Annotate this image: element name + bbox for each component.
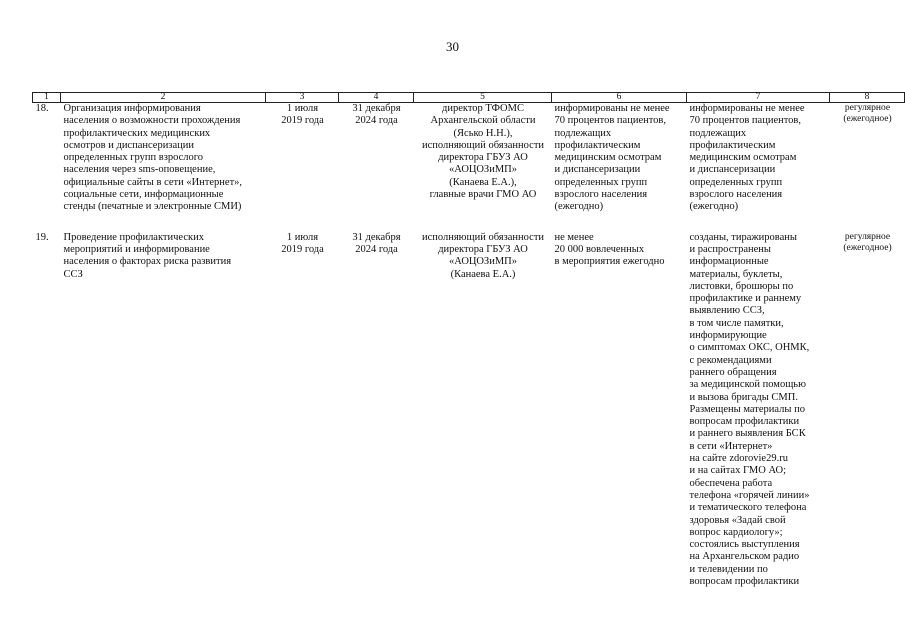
text-line: медицинским осмотрам (554, 152, 662, 164)
column-header-6: 6 (552, 93, 687, 103)
text-line: информирующие (689, 330, 767, 342)
text-line: стенды (печатные и электронные СМИ) (63, 201, 242, 213)
text-line: населения о возможности прохождения (63, 115, 241, 127)
text-line: раннего обращения (689, 366, 777, 378)
text-line: и тематического телефона (689, 502, 807, 514)
column-header-4: 4 (339, 93, 414, 103)
text-line: о симптомах ОКС, ОНМК, (689, 342, 810, 354)
text-line: Проведение профилактических (63, 231, 204, 243)
text-line: и вызова бригады СМП. (689, 391, 798, 403)
text-line: регулярное (844, 231, 891, 242)
text-line: исполняющий обязанности (421, 231, 545, 243)
table-row (33, 232, 905, 589)
text-line: подлежащих (554, 127, 612, 139)
start-date-cell (266, 232, 339, 589)
text-line: исполняющий обязанности (421, 139, 545, 151)
activity-cell (61, 103, 266, 232)
text-line: в том числе памятки, (689, 317, 784, 329)
text-line: мероприятий и информирование (63, 243, 210, 255)
text-line: профилактике и раннему (689, 293, 802, 305)
text-line: 1 июля (286, 231, 319, 243)
column-header-7: 7 (687, 93, 830, 103)
text-line: с рекомендациями (689, 354, 772, 366)
text-line: информированы не менее (554, 103, 670, 114)
text-line: определенных групп (554, 176, 648, 188)
text-line: официальные сайты в сети «Интернет», (63, 176, 243, 188)
text-line: осмотров и диспансеризации (63, 139, 194, 151)
text-line: ССЗ (63, 268, 83, 280)
text-line: состоялись выступления (689, 539, 800, 551)
text-line: профилактическим (689, 139, 776, 151)
text-line: 2024 года (355, 115, 398, 127)
column-number-header-row (33, 93, 905, 103)
result-cell (687, 103, 830, 232)
text-line: здоровья «Задай свой (689, 514, 786, 526)
text-line: на Архангельском радио (689, 551, 800, 563)
row-number: 18. (35, 103, 49, 114)
activity-cell (61, 232, 266, 589)
text-line: взрослого населения (554, 189, 648, 201)
text-line: на сайте zdorovie29.ru (689, 453, 788, 465)
text-line: и диспансеризации (689, 164, 776, 176)
text-line: главные врачи ГМО АО (429, 189, 537, 201)
row-number: 19. (35, 231, 49, 243)
text-line: вопрос кардиологу»; (689, 526, 783, 538)
text-line: 1 июля (286, 103, 319, 114)
type-cell (830, 232, 905, 589)
column-header-1: 1 (33, 93, 61, 103)
text-line: (Канаева Е.А.) (450, 268, 516, 280)
column-header-5: 5 (414, 93, 552, 103)
text-line: профилактическим (554, 139, 641, 151)
column-header-2: 2 (61, 93, 266, 103)
text-line: 31 декабря (352, 103, 401, 114)
responsible-cell (414, 232, 552, 589)
text-line: и на сайтах ГМО АО; (689, 465, 787, 477)
text-line: за медицинской помощью (689, 379, 806, 391)
text-line: профилактических медицинских (63, 127, 211, 139)
text-line: подлежащих (689, 127, 747, 139)
text-line: «АОЦОЗиМП» (449, 164, 517, 176)
text-line: регулярное (844, 103, 891, 113)
text-line: директора ГБУЗ АО (438, 152, 528, 164)
text-line: директора ГБУЗ АО (438, 243, 528, 255)
text-line: медицинским осмотрам (689, 152, 797, 164)
text-line: 2019 года (281, 243, 324, 255)
text-line: взрослого населения (689, 189, 783, 201)
text-line: 31 декабря (352, 231, 401, 243)
indicator-cell (552, 232, 687, 589)
result-cell (687, 232, 830, 589)
text-line: в мероприятия ежегодно (554, 256, 665, 268)
text-line: (ежегодно) (689, 201, 739, 213)
text-line: (Ясько Н.Н.), (453, 127, 513, 139)
page-number: 30 (446, 39, 459, 54)
text-line: обеспечена работа (689, 477, 773, 489)
indicator-cell (552, 103, 687, 232)
text-line: (ежегодное) (843, 242, 892, 253)
text-line: и диспансеризации (554, 164, 641, 176)
text-line: вопросам профилактики (689, 416, 800, 428)
text-line: телефона «горячей линии» (689, 489, 810, 501)
column-header-8: 8 (830, 93, 905, 103)
text-line: 20 000 вовлеченных (554, 243, 645, 255)
text-line: в сети «Интернет» (689, 440, 773, 452)
table-row (33, 103, 905, 232)
text-line: определенных групп взрослого (63, 152, 204, 164)
text-line: «АОЦОЗиМП» (449, 256, 517, 268)
text-line: и телевидении по (689, 563, 768, 575)
text-line: и раннего выявления БСК (689, 428, 806, 440)
text-line: 2024 года (355, 243, 398, 255)
text-line: не менее (554, 231, 594, 243)
text-line: вопросам профилактики (689, 575, 800, 587)
text-line: определенных групп (689, 176, 783, 188)
text-line: населения о факторах риска развития (63, 256, 232, 268)
text-line: (ежегодное) (843, 114, 892, 124)
text-line: листовки, брошюры по (689, 280, 794, 292)
text-line: материалы, буклеты, (689, 268, 783, 280)
text-line: выявлению ССЗ, (689, 305, 765, 317)
text-line: созданы, тиражированы (689, 231, 797, 243)
text-line: директор ТФОМС (442, 103, 524, 114)
type-cell (830, 103, 905, 232)
responsible-cell (414, 103, 552, 232)
end-date-cell (339, 103, 414, 232)
text-line: 2019 года (281, 115, 324, 127)
column-header-3: 3 (266, 93, 339, 103)
text-line: информированы не менее (689, 103, 805, 114)
text-line: 70 процентов пациентов, (689, 115, 802, 127)
text-line: и распространены (689, 243, 771, 255)
text-line: Архангельской области (430, 115, 536, 127)
text-line: (ежегодно) (554, 201, 604, 213)
start-date-cell (266, 103, 339, 232)
text-line: (Канаева Е.А.), (449, 176, 517, 188)
end-date-cell (339, 232, 414, 589)
text-line: Организация информирования (63, 103, 201, 114)
text-line: населения через sms-оповещение, (63, 164, 216, 176)
text-line: Размещены материалы по (689, 403, 805, 415)
measures-table (32, 92, 905, 588)
text-line: социальные сети, информационные (63, 189, 224, 201)
text-line: 70 процентов пациентов, (554, 115, 667, 127)
text-line: информационные (689, 256, 769, 268)
